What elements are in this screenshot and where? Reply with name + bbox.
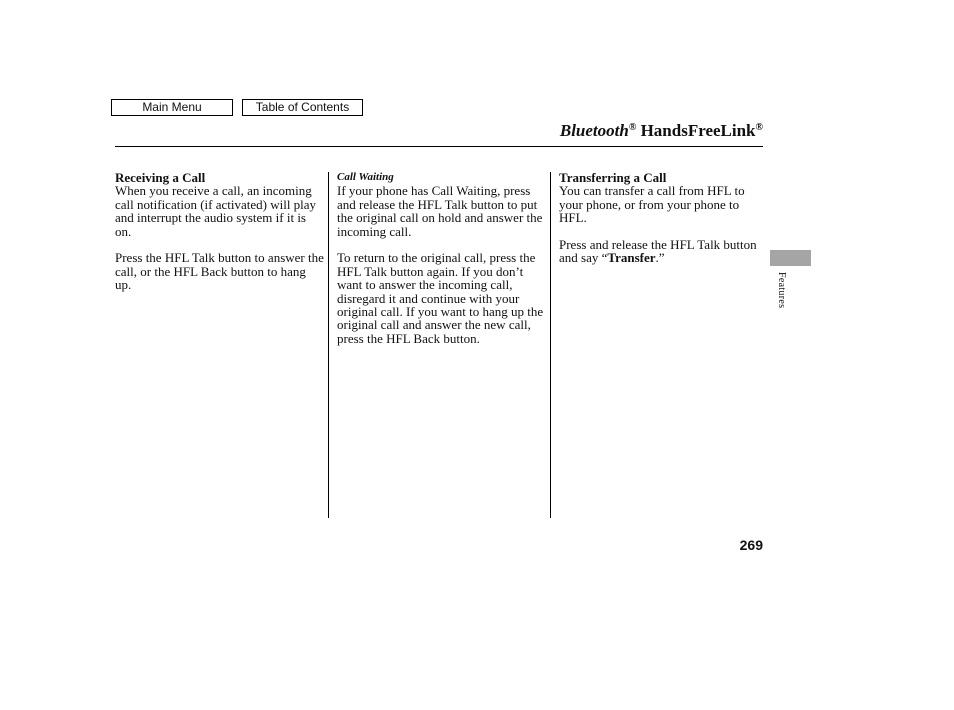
registered-mark: ® [755,122,763,133]
paragraph: Press the HFL Talk button to answer the call, or the HFL Back button to hang up. [115,250,324,293]
section-tab-label: Features [776,272,787,309]
column-divider [550,172,551,518]
table-of-contents-button[interactable]: Table of Contents [242,99,363,116]
section-heading: Receiving a Call [115,170,206,185]
section-heading: Call Waiting [337,171,394,183]
title-handsfreelink: HandsFreeLink [636,121,756,140]
command-word: Transfer [607,250,656,266]
paragraph: To return to the original call, press the HFL Talk button again. If you don’t want to answer the incoming call, disregard it and continue with your original call. If you want to hang up the original call and answer the new call, press the HFL Back button. [337,250,544,346]
call-waiting-section [337,171,547,359]
paragraph: You can transfer a call from HFL to your phone, or from your phone to HFL. [559,183,745,226]
main-menu-button[interactable]: Main Menu [111,99,233,116]
paragraph: If your phone has Call Waiting, press and release the HFL Talk button to put the original call on hold and answer the incoming call. [337,183,543,239]
paragraph-text: .” [655,250,665,266]
receiving-call-section [115,171,325,305]
header-divider [115,146,763,147]
title-bluetooth: Bluetooth [559,121,629,140]
page-title [560,121,763,141]
column-divider [328,172,329,518]
paragraph [559,238,759,265]
transferring-call-section [559,171,759,278]
registered-mark: ® [628,122,637,133]
paragraph-text: Press and release the HFL Talk button and say “ [559,237,757,266]
paragraph: When you receive a call, an incoming call notification (if activated) will play and interrupt the audio system if it is on. [115,183,317,239]
section-tab [770,250,811,266]
section-heading: Transferring a Call [559,170,667,185]
page-number: 269 [739,537,763,553]
